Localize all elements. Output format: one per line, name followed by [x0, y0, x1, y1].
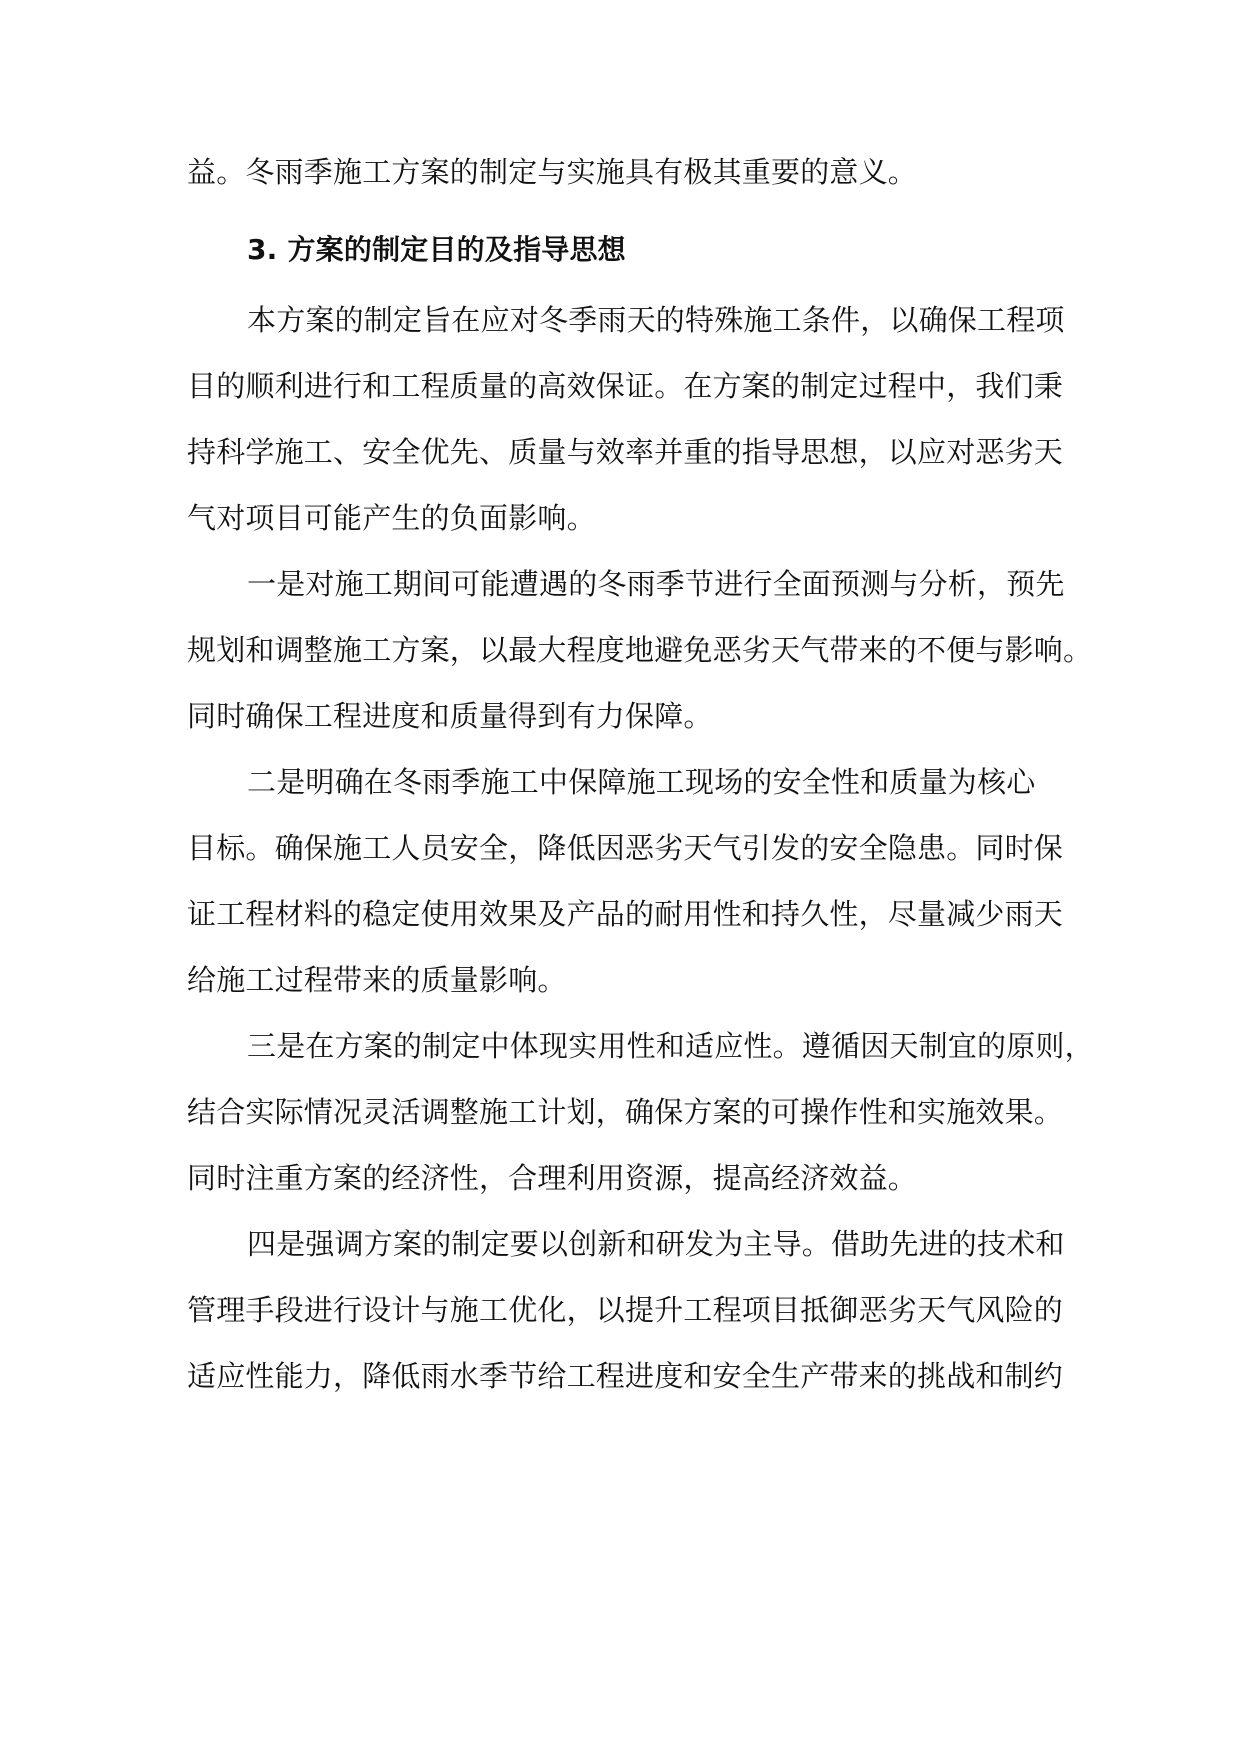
text-line: 四是强调方案的制定要以创新和研发为主导。借助先进的技术和 [247, 1227, 1065, 1261]
text-line: 结合实际情况灵活调整施工计划，确保方案的可操作性和实施效果。 [187, 1095, 1064, 1129]
text-line: 气对项目可能产生的负面影响。 [187, 501, 596, 535]
text-line: 同时确保工程进度和质量得到有力保障。 [187, 699, 713, 733]
text-line: 三是在方案的制定中体现实用性和适应性。遵循因天制宜的原则， [247, 1029, 1094, 1063]
section-heading: 3. 方案的制定目的及指导思想 [247, 233, 626, 266]
text-line: 一是对施工期间可能遭遇的冬雨季节进行全面预测与分析，预先 [247, 567, 1065, 601]
text-line: 目标。确保施工人员安全，降低因恶劣天气引发的安全隐患。同时保 [187, 831, 1064, 865]
text-line: 给施工过程带来的质量影响。 [187, 963, 567, 997]
text-line: 二是明确在冬雨季施工中保障施工现场的安全性和质量为核心 [247, 765, 1036, 799]
text-line: 持科学施工、安全优先、质量与效率并重的指导思想，以应对恶劣天 [187, 435, 1064, 469]
text-line: 目的顺利进行和工程质量的高效保证。在方案的制定过程中，我们秉 [187, 369, 1064, 403]
text-line: 同时注重方案的经济性，合理利用资源，提高经济效益。 [187, 1161, 918, 1195]
text-line: 益。冬雨季施工方案的制定与实施具有极其重要的意义。 [187, 155, 918, 189]
text-line: 管理手段进行设计与施工优化，以提升工程项目抵御恶劣天气风险的 [187, 1293, 1064, 1327]
text-line: 适应性能力，降低雨水季节给工程进度和安全生产带来的挑战和制约 [187, 1359, 1064, 1393]
text-line: 规划和调整施工方案，以最大程度地避免恶劣天气带来的不便与影响。 [187, 633, 1093, 667]
text-line: 本方案的制定旨在应对冬季雨天的特殊施工条件，以确保工程项 [247, 303, 1065, 337]
text-line: 证工程材料的稳定使用效果及产品的耐用性和持久性，尽量减少雨天 [187, 897, 1064, 931]
